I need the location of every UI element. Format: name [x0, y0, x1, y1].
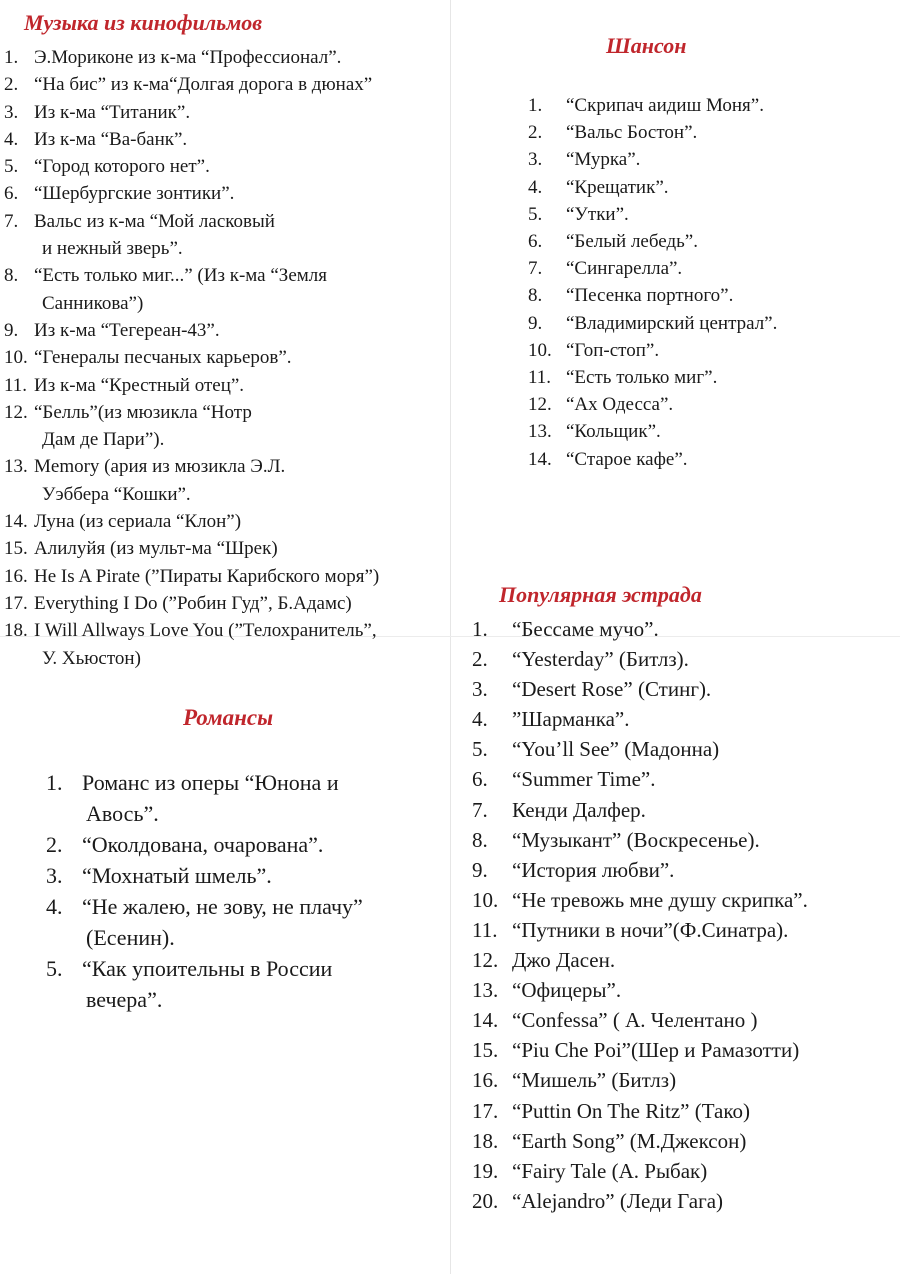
- list-item: [528, 310, 888, 337]
- item-text: “Summer Time”.: [512, 767, 656, 792]
- list-item: [528, 201, 888, 228]
- list-item: [472, 1005, 900, 1035]
- list-item: [4, 126, 450, 153]
- item-number: 9.: [472, 857, 488, 882]
- list-item: [528, 391, 888, 418]
- item-text: “Владимирский централ”.: [566, 312, 778, 334]
- item-number: 11.: [4, 374, 28, 396]
- item-text: Э.Мориконе из к-ма “Профессионал”.: [34, 47, 342, 68]
- item-text: Уэббера “Кошки”.: [42, 483, 191, 505]
- list-item: [472, 1186, 900, 1216]
- item-number: 2.: [46, 832, 63, 857]
- list-item: [472, 1035, 900, 1065]
- list-item: [46, 829, 446, 860]
- item-text: “Piu Che Poi”(Шер и Рамазотти): [512, 1038, 800, 1063]
- film-music-heading: Музыка из кинофильмов: [24, 10, 263, 35]
- list-item: [4, 563, 450, 590]
- item-number: 1.: [528, 95, 543, 116]
- item-number: 2.: [472, 647, 488, 672]
- list-item: [472, 825, 900, 855]
- item-text: “Офицеры”.: [512, 978, 622, 1003]
- list-item: [528, 364, 888, 391]
- item-number: 13.: [4, 456, 28, 478]
- film-music-list: [4, 44, 450, 672]
- item-number: 11.: [528, 367, 552, 389]
- item-number: 4.: [528, 176, 543, 198]
- item-text: “Крещатик”.: [566, 176, 669, 198]
- item-text: “Alejandro” (Леди Гага): [512, 1188, 724, 1213]
- item-number: 3.: [528, 149, 543, 171]
- item-text: Алилуйя (из мульт-ма “Шрек): [34, 538, 278, 560]
- item-text: “Puttin On The Ritz” (Тако): [512, 1098, 751, 1123]
- list-item: [528, 337, 888, 364]
- item-number: 8.: [4, 265, 19, 287]
- vertical-fold-line: [450, 0, 451, 1274]
- item-number: 18.: [472, 1128, 499, 1153]
- item-text: “Сингарелла”.: [566, 258, 683, 280]
- item-text: Вальс из к-ма “Мой ласковый: [34, 210, 275, 232]
- list-item: [528, 446, 888, 473]
- list-item: [4, 399, 450, 454]
- list-item: [472, 764, 900, 794]
- list-item: [472, 855, 900, 885]
- item-text: “На бис” из к-ма“Долгая дорога в дюнах”: [34, 74, 373, 96]
- list-item: [528, 146, 888, 173]
- item-text: “История любви”.: [512, 857, 675, 882]
- item-text: Из к-ма “Титаник”.: [34, 101, 191, 123]
- item-number: 16.: [4, 565, 28, 587]
- item-text: “Старое кафе”.: [566, 448, 688, 470]
- item-number: 3.: [4, 101, 19, 123]
- item-text: “Гоп-стоп”.: [566, 339, 660, 361]
- item-number: 14.: [528, 448, 552, 470]
- item-number: 3.: [46, 863, 63, 888]
- item-text: “Confessa” ( А. Челентано ): [512, 1008, 758, 1033]
- list-item: [472, 644, 900, 674]
- item-text: “Desert Rose” (Стинг).: [512, 677, 712, 702]
- item-text: “Как упоительны в России: [82, 956, 333, 981]
- chanson-list: [528, 92, 888, 473]
- item-number: 8.: [472, 827, 488, 852]
- item-number: 10.: [472, 887, 499, 912]
- item-text: “Генералы песчаных карьеров”.: [34, 347, 292, 369]
- item-number: 8.: [528, 285, 543, 307]
- list-item: [46, 860, 446, 891]
- item-number: 7.: [472, 797, 488, 822]
- item-text: Луна (из сериала “Клон”): [34, 511, 242, 533]
- item-number: 5.: [4, 156, 19, 178]
- item-number: 10.: [4, 347, 28, 369]
- item-number: 1.: [46, 770, 63, 795]
- item-text: “Не тревожь мне душу скрипка”.: [512, 887, 808, 912]
- item-text: Из к-ма “Крестный отец”.: [34, 374, 245, 396]
- list-item: [46, 953, 446, 1015]
- item-text: “Мурка”.: [566, 149, 641, 171]
- item-text: Санникова”): [42, 292, 144, 314]
- item-text: Джо Дасен.: [512, 948, 616, 973]
- list-item: [4, 590, 450, 617]
- item-text: “Песенка портного”.: [566, 285, 734, 307]
- list-item: [46, 891, 446, 953]
- list-item: [4, 71, 450, 98]
- item-text: и нежный зверь”.: [42, 238, 183, 260]
- item-text: Кенди Далфер.: [512, 797, 646, 822]
- list-item: [472, 1096, 900, 1126]
- item-number: 14.: [4, 511, 28, 533]
- item-number: 4.: [46, 894, 63, 919]
- item-text: “Город которого нет”.: [34, 156, 210, 178]
- list-item: [472, 704, 900, 734]
- item-text: Everything I Do (”Робин Гуд”, Б.Адамс): [34, 592, 352, 614]
- list-item: [4, 99, 450, 126]
- chanson-heading: Шансон: [606, 33, 687, 58]
- item-text: “Мохнатый шмель”.: [82, 863, 272, 888]
- item-text: “Белль”(из мюзикла “Нотр: [34, 401, 252, 423]
- list-item: [472, 975, 900, 1005]
- item-number: 19.: [472, 1158, 499, 1183]
- list-item: [528, 92, 888, 119]
- list-item: [4, 44, 450, 71]
- list-item: [472, 614, 900, 644]
- list-item: [472, 1065, 900, 1095]
- item-text: “Кольщик”.: [566, 421, 661, 443]
- item-number: 1.: [4, 47, 19, 68]
- item-number: 6.: [472, 767, 488, 792]
- list-item: [528, 228, 888, 255]
- list-item: [46, 767, 446, 829]
- item-number: 18.: [4, 620, 28, 642]
- item-text: У. Хьюстон): [42, 647, 141, 669]
- item-text: вечера”.: [86, 987, 163, 1012]
- item-text: “Не жалею, не зову, не плачу”: [82, 894, 363, 919]
- list-item: [4, 344, 450, 371]
- item-text: Из к-ма “Ва-банк”.: [34, 128, 188, 150]
- item-text: ”Шарманка”.: [512, 707, 630, 732]
- item-text: “Околдована, очарована”.: [82, 832, 324, 857]
- item-number: 13.: [472, 978, 499, 1003]
- list-item: [4, 153, 450, 180]
- item-number: 4.: [472, 707, 488, 732]
- item-number: 1.: [472, 617, 488, 641]
- item-number: 5.: [472, 737, 488, 762]
- item-text: (Есенин).: [86, 925, 175, 950]
- list-item: [4, 317, 450, 344]
- item-text: “Есть только миг”.: [566, 367, 718, 389]
- list-item: [528, 255, 888, 282]
- list-item: [528, 282, 888, 309]
- list-item: [4, 208, 450, 263]
- item-text: Авось”.: [86, 801, 159, 826]
- item-text: “Мишель” (Битлз): [512, 1068, 677, 1093]
- item-number: 2.: [4, 74, 19, 96]
- list-item: [4, 535, 450, 562]
- list-item: [528, 418, 888, 445]
- item-text: “Fairy Tale (А. Рыбак): [512, 1158, 708, 1183]
- item-number: 12.: [528, 394, 552, 416]
- item-number: 9.: [4, 319, 19, 341]
- item-text: “Earth Song” (М.Джексон): [512, 1128, 747, 1153]
- list-item: [528, 119, 888, 146]
- item-number: 9.: [528, 312, 543, 334]
- list-item: [4, 508, 450, 535]
- item-text: Memory (ария из мюзикла Э.Л.: [34, 456, 286, 478]
- romances-heading: Романсы: [183, 705, 274, 730]
- item-number: 11.: [472, 917, 498, 942]
- list-item: [472, 674, 900, 704]
- item-number: 16.: [472, 1068, 499, 1093]
- list-item: [472, 795, 900, 825]
- item-number: 15.: [4, 538, 28, 560]
- list-item: [4, 372, 450, 399]
- item-number: 20.: [472, 1188, 499, 1213]
- item-text: “Утки”.: [566, 203, 629, 225]
- item-text: “Yesterday” (Битлз).: [512, 647, 689, 672]
- list-item: [4, 180, 450, 207]
- item-number: 6.: [4, 183, 19, 205]
- item-number: 5.: [528, 203, 543, 225]
- item-text: “Скрипач аидиш Моня”.: [566, 95, 764, 116]
- item-number: 13.: [528, 421, 552, 443]
- item-number: 10.: [528, 339, 552, 361]
- item-number: 12.: [472, 948, 499, 973]
- list-item: [4, 617, 450, 672]
- item-number: 2.: [528, 122, 543, 144]
- item-number: 6.: [528, 231, 543, 253]
- item-text: Из к-ма “Тегереан-43”.: [34, 319, 220, 341]
- item-text: “You’ll See” (Мадонна): [512, 737, 720, 762]
- item-number: 5.: [46, 956, 63, 981]
- item-text: “Шербургские зонтики”.: [34, 183, 235, 205]
- item-text: “Белый лебедь”.: [566, 231, 698, 253]
- list-item: [472, 945, 900, 975]
- item-text: “Ах Одесса”.: [566, 394, 674, 416]
- item-text: “Вальс Бостон”.: [566, 122, 698, 144]
- list-item: [4, 262, 450, 317]
- item-number: 12.: [4, 401, 28, 423]
- list-item: [4, 453, 450, 508]
- item-text: “Есть только миг...” (Из к-ма “Земля: [34, 265, 327, 287]
- item-text: “Бессаме мучо”.: [512, 617, 659, 641]
- item-number: 14.: [472, 1008, 499, 1033]
- item-text: Дам де Пари”).: [42, 429, 165, 451]
- item-number: 4.: [4, 128, 19, 150]
- list-item: [472, 734, 900, 764]
- list-item: [472, 915, 900, 945]
- list-item: [472, 885, 900, 915]
- pop-music-list: [472, 614, 900, 1216]
- item-text: “Путники в ночи”(Ф.Синатра).: [512, 917, 789, 942]
- item-text: I Will Allways Love You (”Телохранитель”,: [34, 620, 377, 642]
- romances-list: [46, 767, 446, 1015]
- item-number: 17.: [4, 592, 28, 614]
- item-text: He Is A Pirate (”Пираты Карибского моря”): [34, 565, 380, 587]
- item-number: 7.: [528, 258, 543, 280]
- item-text: Романс из оперы “Юнона и: [82, 770, 339, 795]
- pop-music-heading: Популярная эстрада: [499, 582, 702, 607]
- item-number: 3.: [472, 677, 488, 702]
- list-item: [528, 174, 888, 201]
- item-number: 15.: [472, 1038, 499, 1063]
- item-number: 7.: [4, 210, 19, 232]
- item-text: “Музыкант” (Воскресенье).: [512, 827, 760, 852]
- list-item: [472, 1126, 900, 1156]
- item-number: 17.: [472, 1098, 499, 1123]
- list-item: [472, 1156, 900, 1186]
